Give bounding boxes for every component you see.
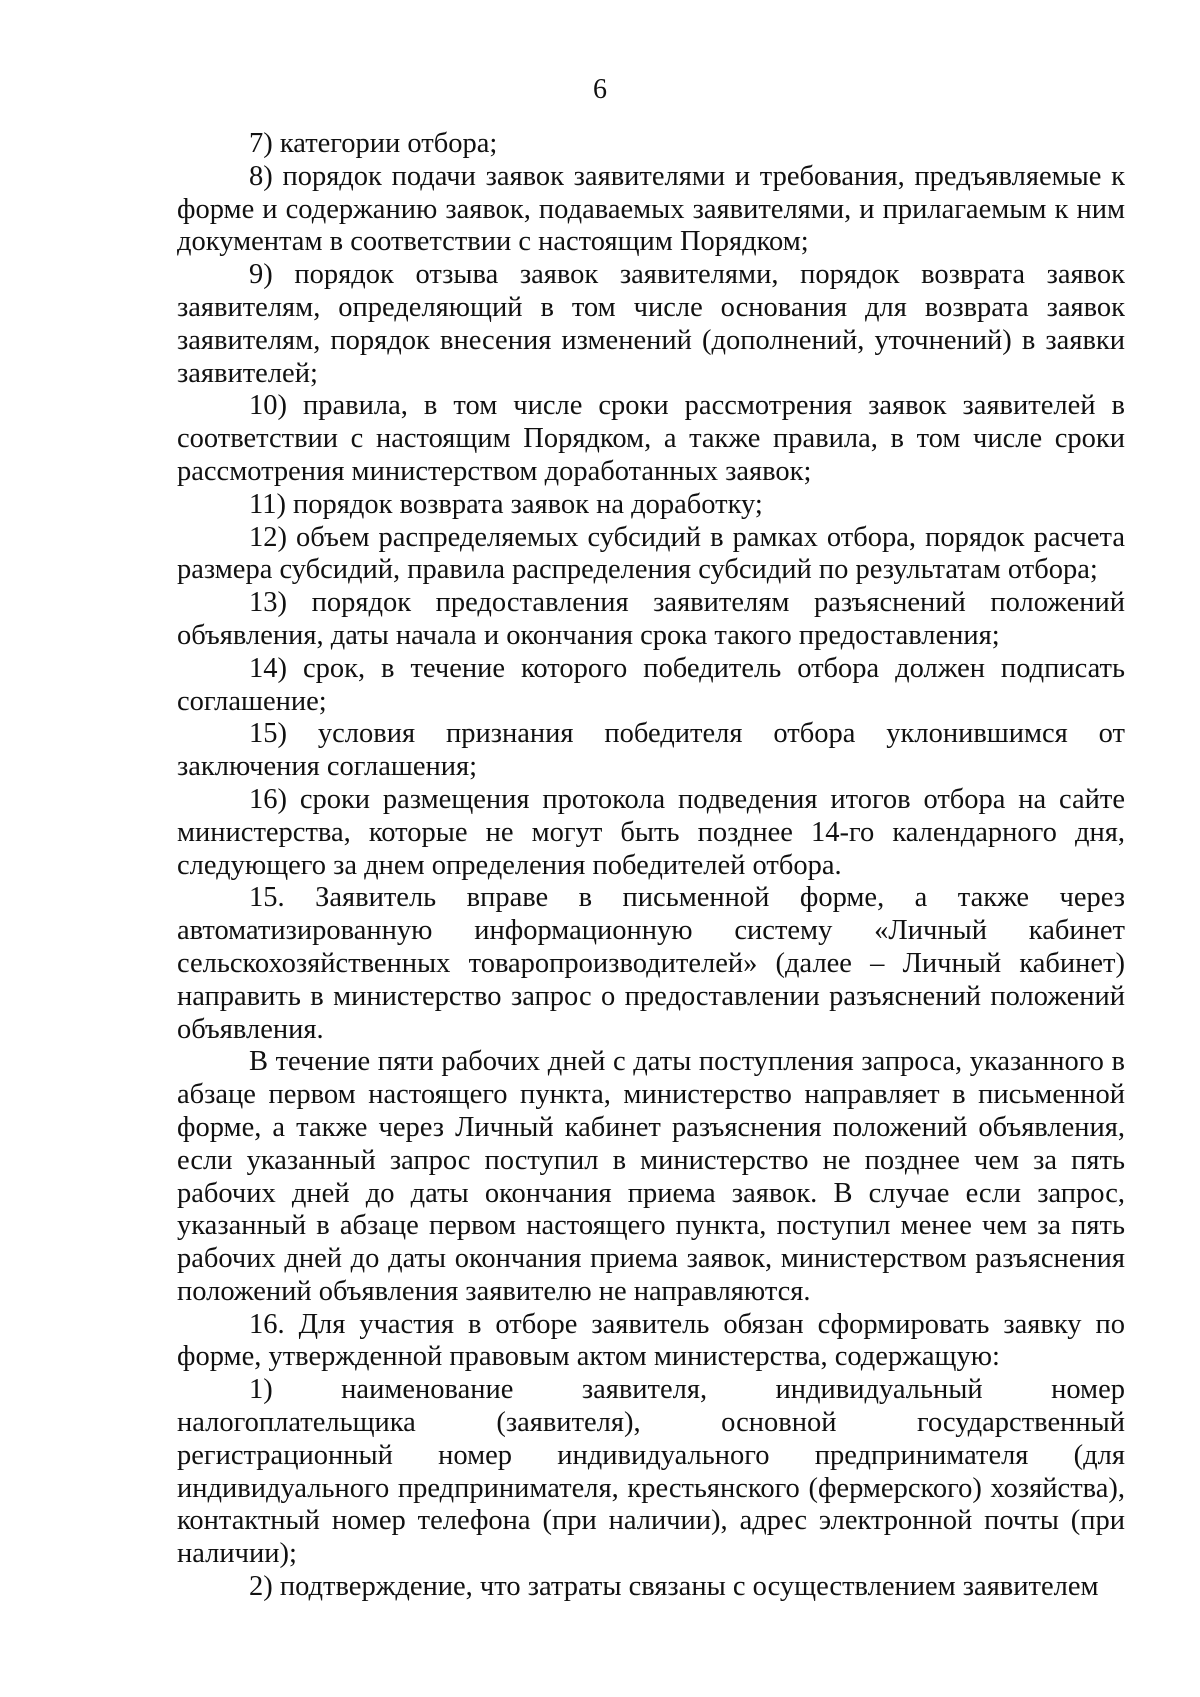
paragraph-list-item-14: 14) срок, в течение которого победитель отбора должен подписать соглашение; xyxy=(177,652,1125,717)
paragraph-list-item-13: 13) порядок предоставления заявителям разъяснений положений объявления, даты начала и окончания срока такого предоставления; xyxy=(177,587,1125,651)
paragraph-list-item-12: 12) объем распределяемых субсидий в рамках отбора, порядок расчета размера субсидий, правила распределения субсидий по результатам отбора; xyxy=(177,521,1125,586)
paragraph-list-item-8: 8) порядок подачи заявок заявителями и требования, предъявляемые к форме и содержанию заявок, подаваемых заявителями, и прилагаемым к ним документам в соответствии с настоящим Порядком; xyxy=(177,160,1125,258)
paragraph-list-item-16: 16) сроки размещения протокола подведения итогов отбора на сайте министерства, которые не могут быть позднее 14-го календарного дня, следующего за днем определения победителей отбора. xyxy=(177,783,1125,881)
page-number: 6 xyxy=(593,74,607,105)
paragraph-section-15-abzac-2: В течение пяти рабочих дней с даты поступления запроса, указанного в абзаце первом настоящего пункта, министерство направляет в письменной форме, а также через Личный кабинет разъяснения положений объявления, если указанный запрос поступил в министерство не позднее чем за пять рабочих дней до даты окончания приема заявок. В случае если запрос, указанный в абзаце первом настоящего пункта, поступил менее чем за пять рабочих дней до даты окончания приема заявок, министерством разъяснения положений объявления заявителю не направляются. xyxy=(177,1046,1125,1307)
paragraph-section-16-item-2: 2) подтверждение, что затраты связаны с осуществлением заявителем xyxy=(249,1571,1099,1603)
paragraph-section-16-item-1: 1) наименование заявителя, индивидуальный номер налогоплательщика (заявителя), основной государственный регистрационный номер индивидуального предпринимателя (для индивидуального предпринимателя, крестьянского (фермерского) хозяйства), контактный номер телефона (при наличии), адрес электронной почты (при наличии); xyxy=(177,1374,1125,1570)
document-body xyxy=(177,128,1125,1604)
paragraph-section-16: 16. Для участия в отборе заявитель обязан сформировать заявку по форме, утвержденной правовым актом министерства, содержащую: xyxy=(177,1308,1125,1373)
paragraph-list-item-10: 10) правила, в том числе сроки рассмотрения заявок заявителей в соответствии с настоящим Порядком, а также правила, в том числе сроки рассмотрения министерством доработанных заявок; xyxy=(177,390,1125,487)
paragraph-list-item-7: 7) категории отбора; xyxy=(249,128,498,159)
paragraph-section-15: 15. Заявитель вправе в письменной форме, а также через автоматизированную информационную систему «Личный кабинет сельскохозяйственных товаропроизводителей» (далее – Личный кабинет) направить в министерство запрос о предоставлении разъяснений положений объявления. xyxy=(177,882,1125,1045)
paragraph-list-item-9: 9) порядок отзыва заявок заявителями, порядок возврата заявок заявителям, определяющий в том числе основания для возврата заявок заявителям, порядок внесения изменений (дополнений, уточнений) в заявки заявителей; xyxy=(177,259,1125,389)
paragraph-list-item-11: 11) порядок возврата заявок на доработку; xyxy=(249,488,763,520)
paragraph-list-item-15: 15) условия признания победителя отбора уклонившимся от заключения соглашения; xyxy=(177,718,1125,783)
